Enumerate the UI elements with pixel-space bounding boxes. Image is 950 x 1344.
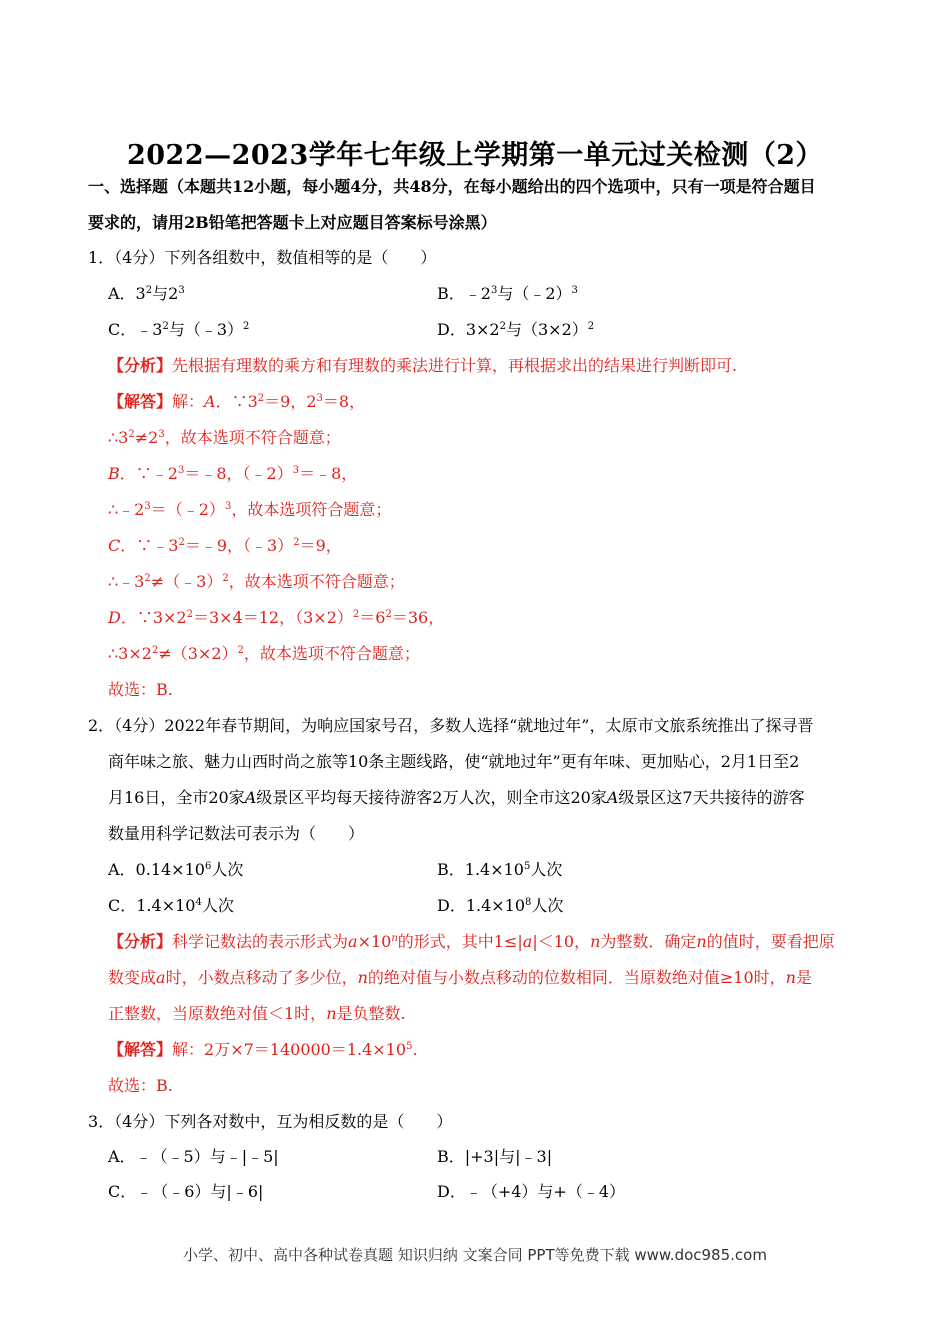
page-footer: 小学、初中、高中各种试卷真题 知识归纳 文案合同 PPT等免费下载 www.doc985.com: [183, 1246, 767, 1264]
q1-solution-line3: B．$\because﹣2^3=﹣8$，（﹣2）$^3$＝﹣8，: [108, 464, 358, 483]
section-header-line1: 一、选择题（本题共12小题，每小题4分，共48分，在每小题给出的四个选项中，只有一项是符合题目: [88, 177, 816, 196]
q2-solution: 【解答】解：2万$\times 7=140000=1.4\times 10^5$.: [108, 1040, 418, 1059]
q2-stem-line2: 商年味之旅、魅力山西时尚之旅等10条主题线路，使“就地过年”更有年味、更加贴心，2月1日至2: [108, 752, 800, 771]
q1-option-a: A．$3^2$与$2^3$: [108, 284, 185, 303]
q1-solution-line2: $\therefore 3^2\ne 2^3$，故本选项不符合题意；: [108, 428, 341, 447]
q3-option-d: D．﹣（+4）与+（﹣4）: [437, 1182, 626, 1201]
q2-analysis-line1: 【分析】科学记数法的表示形式为$a\times 10^n$的形式，其中1≤|a|＜10，n为整数．确定n的值时，要看把原: [108, 932, 835, 951]
q3-option-a: A．﹣（﹣5）与﹣|﹣5|: [108, 1147, 279, 1166]
q2-stem-line4: 数量用科学记数法可表示为（ ）: [108, 824, 365, 843]
q3-option-c: C．﹣（﹣6）与|﹣6|: [108, 1182, 264, 1201]
q1-solution-line8: $\therefore 3\times 2^2\ne(3\times 2)^2$，故本选项不符合题意；: [108, 644, 420, 663]
section-header-line2: 要求的，请用2B铅笔把答题卡上对应题目答案标号涂黑）: [88, 213, 497, 232]
q2-choose: 故选：B.: [108, 1076, 173, 1095]
q2-option-b: B．$1.4\times 10^5$人次: [437, 860, 563, 879]
q1-solution-line5: C．$\because﹣3^2=﹣9$，（﹣3）$^2$＝9，: [108, 536, 342, 555]
q1-option-c: C．$﹣3^2$与（﹣3）$^2$: [108, 320, 250, 339]
q1-stem: 1．（4分）下列各组数中，数值相等的是（ ）: [88, 248, 437, 267]
q2-option-c: C．$1.4\times 10^4$人次: [108, 896, 234, 915]
page-title: 2022—2023学年七年级上学期第一单元过关检测（2）: [126, 140, 824, 171]
q2-stem-line1: 2．（4分）2022年春节期间，为响应国家号召，多数人选择“就地过年”，太原市文旅系统推出了探寻晋: [88, 716, 814, 735]
q1-option-b: B．$﹣2^3$与（﹣2）$^3$: [437, 284, 578, 303]
q3-option-b: B．|+3|与|﹣3|: [437, 1147, 553, 1166]
q1-choose: 故选：B.: [108, 680, 173, 699]
q1-solution-line1: 【解答】解：A．$\because 3^2=9$，$2^3=8$，: [108, 392, 366, 411]
q1-solution-line4: $\therefore﹣2^3=(﹣2)^3$，故本选项符合题意；: [108, 500, 392, 519]
q2-stem-line3: 月16日，全市20家A级景区平均每天接待游客2万人次，则全市这20家A级景区这7天共接待的游客: [108, 788, 805, 807]
q1-solution-line6: $\therefore﹣3^2\ne(﹣3)^2$，故本选项不符合题意；: [108, 572, 405, 591]
q1-analysis: 【分析】先根据有理数的乘方和有理数的乘法进行计算，再根据求出的结果进行判断即可.: [108, 356, 738, 375]
q2-analysis-line2: 数变成a时，小数点移动了多少位，n的绝对值与小数点移动的位数相同．当原数绝对值≥10时，n是: [108, 968, 812, 987]
q2-option-d: D．$1.4\times 10^8$人次: [437, 896, 564, 915]
q1-solution-line7: D．$\because 3\times 2^2=3\times 4=12$，$(3\times 2)^2=6^2=36$，: [108, 608, 445, 627]
q1-option-d: D．$3\times 2^2$与$(3\times 2)^2$: [437, 320, 595, 339]
q3-stem: 3．（4分）下列各对数中，互为相反数的是（ ）: [88, 1112, 453, 1131]
q2-analysis-line3: 正整数，当原数绝对值＜1时，n是负整数.: [108, 1004, 406, 1023]
q2-option-a: A．$0.14\times 10^6$人次: [108, 860, 244, 879]
